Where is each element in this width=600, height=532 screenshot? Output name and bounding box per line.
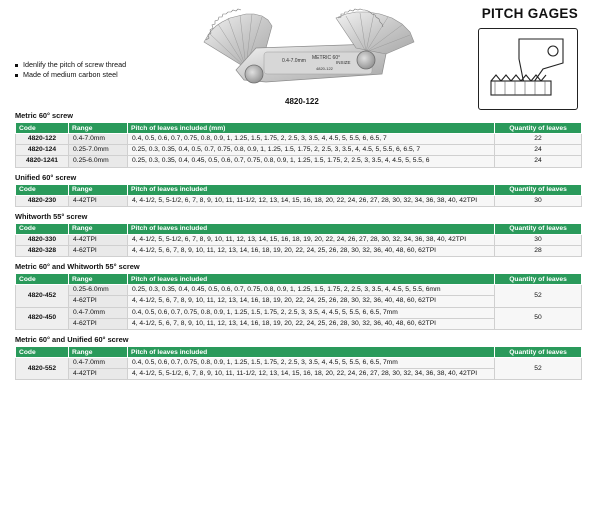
header-qty: Quantity of leaves xyxy=(495,223,582,234)
header-pitch: Pitch of leaves included xyxy=(128,223,495,234)
cell-range: 0.4-7.0mm xyxy=(69,307,128,318)
header-qty: Quantity of leaves xyxy=(495,347,582,358)
product-model-label: 4820-122 xyxy=(285,97,319,106)
cell-range: 4-62TPI xyxy=(69,318,128,329)
cell-pitch: 4, 4-1/2, 5, 5-1/2, 6, 7, 8, 9, 10, 11, 12, 13, 14, 15, 16, 18, 19, 20, 22, 24, 26, 27, 28, 30, 32, 34, 36, 38, 40, 42TPI xyxy=(128,234,495,245)
section-title-whitworth: Whitworth 55° screw xyxy=(15,211,88,221)
cell-pitch: 0.25, 0.3, 0.35, 0.4, 0.5, 0.7, 0.75, 0.8, 0.9, 1, 1.25, 1.5, 1.75, 2, 2.5, 3, 3.5, 4, 4.5, 5, 5.5, 6, 6.5, 7 xyxy=(128,145,495,156)
table-row xyxy=(16,234,582,245)
cell-qty: 30 xyxy=(495,234,582,245)
cell-range: 4-42TPI xyxy=(69,195,128,206)
header-range: Range xyxy=(69,223,128,234)
spec-table-metric-whitworth xyxy=(15,273,582,330)
gage-marking-brand: INSIZE xyxy=(336,60,351,65)
header-range: Range xyxy=(69,347,128,358)
section-title-unified: Unified 60° screw xyxy=(15,172,77,182)
cell-qty: 52 xyxy=(495,358,582,380)
header-pitch: Pitch of leaves included xyxy=(128,347,495,358)
cell-code: 4820-552 xyxy=(16,358,69,380)
cell-code: 4820-452 xyxy=(16,285,69,307)
cell-pitch: 4, 4-1/2, 5, 6, 7, 8, 9, 10, 11, 12, 13, 14, 16, 18, 19, 20, 22, 24, 25, 26, 28, 30, 32, 36, 40, 48, 60, 62TPI xyxy=(128,318,495,329)
section-title-metric-unified: Metric 60° and Unified 60° screw xyxy=(15,335,129,345)
spec-table-metric-unified xyxy=(15,346,582,380)
header-code: Code xyxy=(16,274,69,285)
table-header-row xyxy=(16,184,582,195)
cell-range: 0.25-6.0mm xyxy=(69,285,128,296)
header-pitch: Pitch of leaves included xyxy=(128,184,495,195)
thread-gage-icon xyxy=(479,29,579,111)
header-qty: Quantity of leaves xyxy=(495,184,582,195)
cell-range: 4-62TPI xyxy=(69,296,128,307)
header-qty: Quantity of leaves xyxy=(495,274,582,285)
spec-table-unified xyxy=(15,184,582,207)
feature-item xyxy=(15,70,126,80)
table-row xyxy=(16,156,582,167)
cell-code: 4820-330 xyxy=(16,234,69,245)
cell-range: 4-42TPI xyxy=(69,234,128,245)
header-pitch: Pitch of leaves included (mm) xyxy=(128,123,495,134)
cell-range: 0.25-6.0mm xyxy=(69,156,128,167)
cell-qty: 24 xyxy=(495,145,582,156)
table-row xyxy=(16,307,582,318)
header-code: Code xyxy=(16,123,69,134)
cell-pitch: 0.4, 0.5, 0.6, 0.7, 0.75, 0.8, 0.9, 1, 1.25, 1.5, 1.75, 2, 2.5, 3, 3.5, 4, 4.5, 5, 5.5, 6, 6.5, 7mm xyxy=(128,307,495,318)
table-row xyxy=(16,246,582,257)
cell-pitch: 0.25, 0.3, 0.35, 0.4, 0.45, 0.5, 0.6, 0.7, 0.75, 0.8, 0.9, 1, 1.25, 1.5, 1.75, 2, 2.5, 3, 3.5, 4, 4.5, 5, 5.5, 6 xyxy=(128,156,495,167)
pitch-gage-photo xyxy=(196,8,418,100)
table-header-row xyxy=(16,223,582,234)
header-range: Range xyxy=(69,184,128,195)
table-header-row xyxy=(16,123,582,134)
bullet-icon xyxy=(15,64,18,67)
cell-qty: 28 xyxy=(495,246,582,257)
cell-qty: 30 xyxy=(495,195,582,206)
cell-pitch: 4, 4-1/2, 5, 6, 7, 8, 9, 10, 11, 12, 13, 14, 16, 18, 19, 20, 22, 24, 25, 26, 28, 30, 32, 36, 40, 48, 60, 62TPI xyxy=(128,296,495,307)
table-row xyxy=(16,134,582,145)
cell-qty: 50 xyxy=(495,307,582,329)
feature-text: Made of medium carbon steel xyxy=(23,70,118,79)
bullet-icon xyxy=(15,74,18,77)
feature-item xyxy=(15,60,126,70)
spec-table-metric xyxy=(15,122,582,168)
cell-code: 4820-124 xyxy=(16,145,69,156)
gage-marking-metric: METRIC 60° xyxy=(312,55,341,61)
feature-text: Idenlify the pitch of screw thread xyxy=(23,60,127,69)
header-range: Range xyxy=(69,274,128,285)
left-knurled-screw xyxy=(245,65,263,83)
table-row xyxy=(16,285,582,296)
header-code: Code xyxy=(16,184,69,195)
cell-range: 0.4-7.0mm xyxy=(69,358,128,369)
table-row xyxy=(16,145,582,156)
cell-code: 4820-450 xyxy=(16,307,69,329)
table-row xyxy=(16,195,582,206)
cell-pitch: 4, 4-1/2, 5, 5-1/2, 6, 7, 8, 9, 10, 11, 11-1/2, 12, 13, 14, 15, 16, 18, 20, 22, 24, 26, 27, 28, 30, 32, 34, 36, 38, 40, 42TPI xyxy=(128,195,495,206)
cell-code: 4820-328 xyxy=(16,246,69,257)
cell-pitch: 0.4, 0.5, 0.6, 0.7, 0.75, 0.8, 0.9, 1, 1.25, 1.5, 1.75, 2, 2.5, 3, 3.5, 4, 4.5, 5, 5.5, 6, 6.5, 7 xyxy=(128,134,495,145)
table-header-row xyxy=(16,274,582,285)
header-range: Range xyxy=(69,123,128,134)
cell-pitch: 0.4, 0.5, 0.6, 0.7, 0.75, 0.8, 0.9, 1, 1.25, 1.5, 1.75, 2, 2.5, 3, 3.5, 4, 4.5, 5, 5.5, 6, 6.5, 7mm xyxy=(128,358,495,369)
cell-qty: 52 xyxy=(495,285,582,307)
cell-code: 4820-230 xyxy=(16,195,69,206)
cell-qty: 24 xyxy=(495,156,582,167)
gage-marking-left: 0.4-7.0mm xyxy=(282,58,306,64)
cell-pitch: 4, 4-1/2, 5, 5-1/2, 6, 7, 8, 9, 10, 11, 11-1/2, 12, 13, 14, 15, 16, 18, 20, 22, 24, 26, 27, 28, 30, 32, 34, 36, 38, 40, 42TPI xyxy=(128,369,495,380)
table-row xyxy=(16,358,582,369)
cell-qty: 22 xyxy=(495,134,582,145)
section-title-metric: Metric 60° screw xyxy=(15,111,74,120)
spec-table-whitworth xyxy=(15,223,582,257)
header-code: Code xyxy=(16,223,69,234)
cell-range: 0.25-7.0mm xyxy=(69,145,128,156)
cell-code: 4820-122 xyxy=(16,134,69,145)
cell-pitch: 4, 4-1/2, 5, 6, 7, 8, 9, 10, 11, 12, 13, 14, 16, 18, 19, 20, 22, 24, 25, 26, 28, 30, 32, 36, 40, 48, 60, 62TPI xyxy=(128,246,495,257)
table-header-row xyxy=(16,347,582,358)
spec-sections xyxy=(15,110,581,380)
gage-usage-illustration xyxy=(478,28,578,110)
section-title-metric-whitworth: Metric 60° and Whitworth 55° screw xyxy=(15,262,140,272)
page-title: PITCH GAGES xyxy=(481,6,578,21)
cell-pitch: 0.25, 0.3, 0.35, 0.4, 0.45, 0.5, 0.6, 0.7, 0.75, 0.8, 0.9, 1, 1.25, 1.5, 1.75, 2, 2.5, 3, 3.5, 4, 4.5, 5, 5.5, 6mm xyxy=(128,285,495,296)
cell-range: 4-62TPI xyxy=(69,246,128,257)
right-knurled-screw xyxy=(357,51,375,69)
feature-list xyxy=(15,60,126,80)
cell-code: 4820-1241 xyxy=(16,156,69,167)
gage-marking-model: 4820-122 xyxy=(316,66,333,71)
header-code: Code xyxy=(16,347,69,358)
header-pitch: Pitch of leaves included xyxy=(128,274,495,285)
cell-range: 4-42TPI xyxy=(69,369,128,380)
cell-range: 0.4-7.0mm xyxy=(69,134,128,145)
header-qty: Quantity of leaves xyxy=(495,123,582,134)
